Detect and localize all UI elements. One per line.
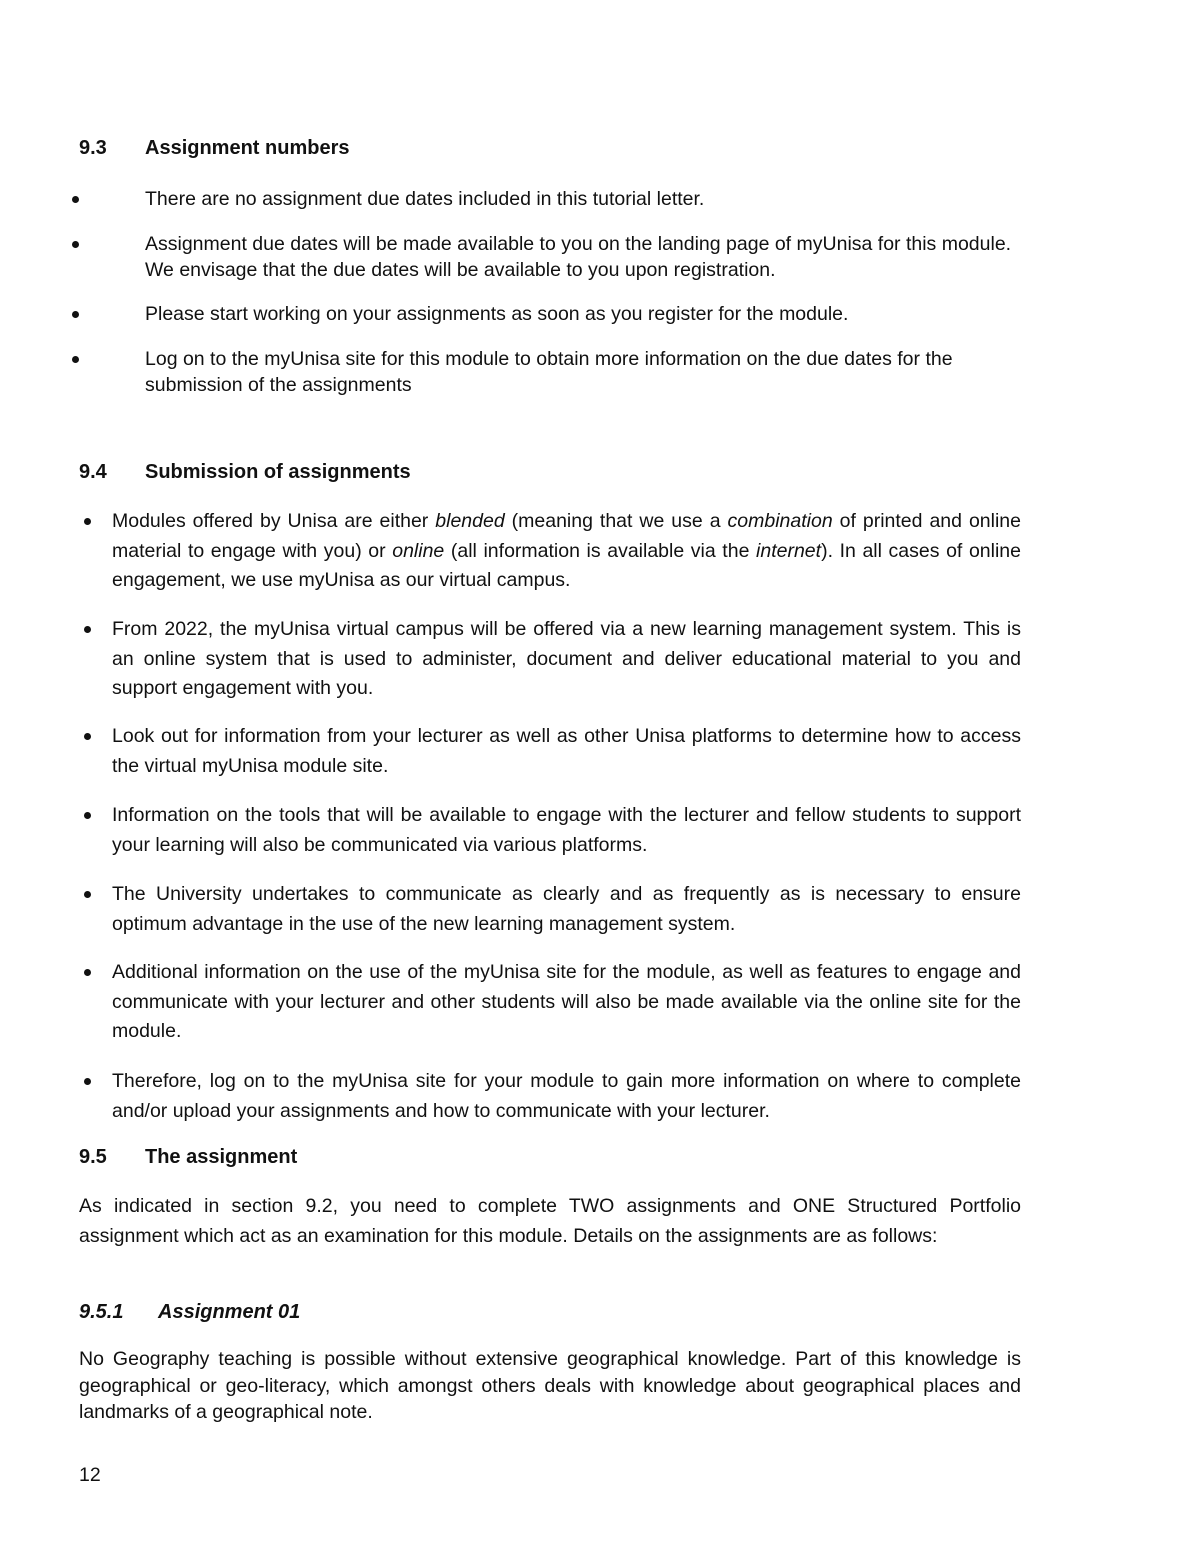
list-item-text: Additional information on the use of the myUnisa site for the module, as well as features to engage and communicate with your lecturer and other students will also be made available via the online site for the module. [112, 961, 1021, 1042]
bullet-icon [84, 733, 91, 740]
section-title: Submission of assignments [145, 461, 411, 483]
section-title: The assignment [145, 1146, 298, 1168]
paragraph: As indicated in section 9.2, you need to complete TWO assignments and ONE Structured Portfolio assignment which act as an examination for this module. Details on the assignments are as follows: [79, 1195, 1021, 1247]
section-9-5-1-heading [79, 1300, 300, 1324]
bullet-icon [84, 626, 91, 633]
list-item-text: There are no assignment due dates included in this tutorial letter. [145, 188, 705, 210]
bullet-icon [72, 356, 79, 363]
bullet-icon [84, 969, 91, 976]
bullet-icon [84, 891, 91, 898]
list-item-text: Look out for information from your lecturer as well as other Unisa platforms to determine how to access the virtual myUnisa module site. [112, 725, 1021, 777]
bullet-icon [84, 1078, 91, 1085]
section-number: 9.3 [79, 137, 107, 159]
list-item-text: Assignment due dates will be made available to you on the landing page of myUnisa for this module. We envisage that the due dates will be available to you upon registration. [145, 233, 1012, 281]
bullet-icon [84, 518, 91, 525]
list-item-text: Modules offered by Unisa are either blended (meaning that we use a combination of printed and online material to engage with you) or online (all information is available via the internet). In all cases of online engagement, we use myUnisa as our virtual campus. [112, 510, 1021, 591]
section-9-4-heading [79, 460, 411, 484]
paragraph: No Geography teaching is possible without extensive geographical knowledge. Part of this knowledge is geographical or geo-literacy, which amongst others deals with knowledge about geographical places and landmarks of a geographical note. [79, 1348, 1021, 1423]
bullet-icon [84, 812, 91, 819]
section-title: Assignment numbers [145, 137, 350, 159]
list-item-text: Therefore, log on to the myUnisa site for your module to gain more information on where to complete and/or upload your assignments and how to communicate with your lecturer. [112, 1070, 1021, 1122]
page-number: 12 [79, 1464, 101, 1486]
list-item-text: The University undertakes to communicate as clearly and as frequently as is necessary to ensure optimum advantage in the use of the new learning management system. [112, 883, 1021, 935]
list-item-text: From 2022, the myUnisa virtual campus will be offered via a new learning management system. This is an online system that is used to administer, document and deliver educational material to you and support engagement with you. [112, 618, 1021, 699]
section-number: 9.5 [79, 1146, 107, 1168]
section-title: Assignment 01 [158, 1301, 301, 1323]
italic-term: combination [727, 510, 833, 532]
bullet-icon [72, 196, 79, 203]
list-item-text: Please start working on your assignments as soon as you register for the module. [145, 303, 849, 325]
italic-term: internet [756, 539, 822, 562]
list-item-text: Log on to the myUnisa site for this module to obtain more information on the due dates for the submission of the assignments [145, 348, 953, 396]
list-item-text: Information on the tools that will be available to engage with the lecturer and fellow students to support your learning will also be communicated via various platforms. [112, 804, 1021, 856]
bullet-icon [72, 241, 79, 248]
section-9-5-heading [79, 1145, 297, 1169]
bullet-icon [72, 311, 79, 318]
section-9-3-heading [79, 136, 349, 160]
italic-term: blended [435, 510, 505, 532]
section-number: 9.5.1 [79, 1301, 124, 1323]
section-number: 9.4 [79, 461, 107, 483]
italic-term: online [392, 539, 445, 562]
